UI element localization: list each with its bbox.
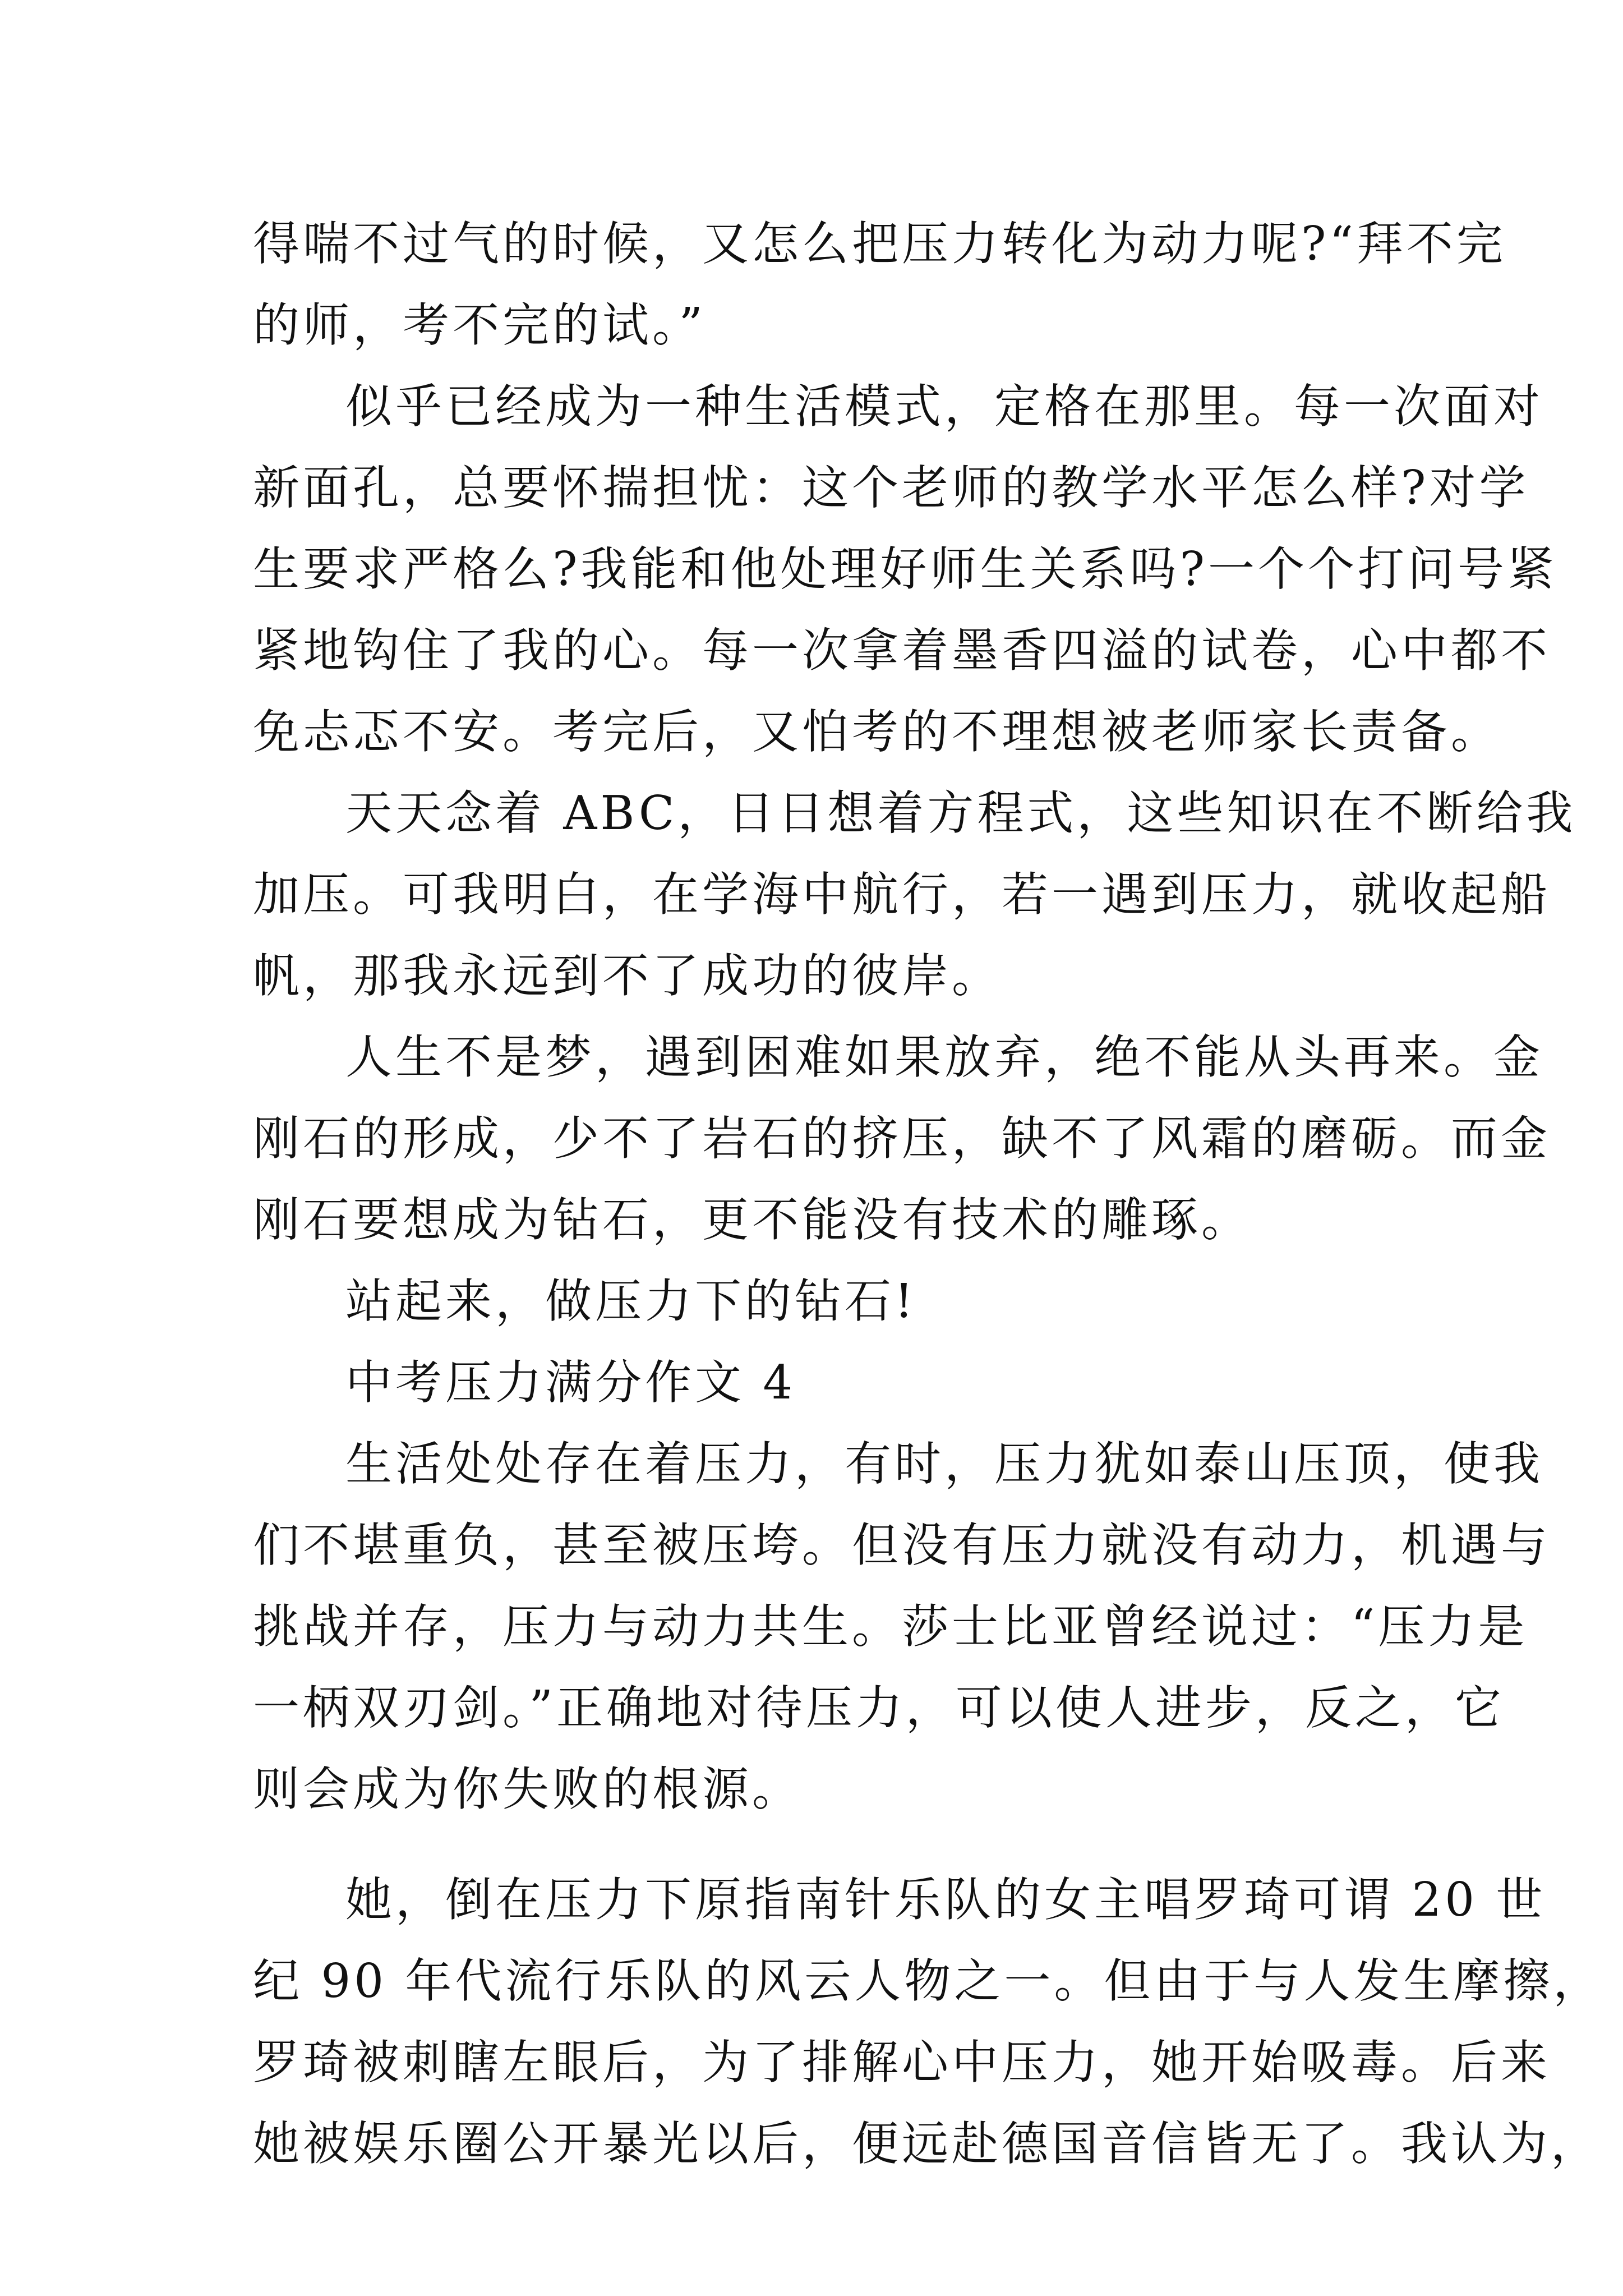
- text-line: 刚石要想成为钻石，更不能没有技术的雕琢。: [253, 1193, 1251, 1247]
- text-line: 免忐忑不安。考完后，又怕考的不理想被老师家长责备。: [253, 705, 1501, 759]
- text-line: 则会成为你失败的根源。: [253, 1762, 802, 1816]
- text-line: 站起来，做压力下的钻石!: [345, 1274, 917, 1328]
- text-line: 生活处处存在着压力，有时，压力犹如泰山压顶，使我: [345, 1437, 1543, 1491]
- text-line: 罗琦被刺瞎左眼后，为了排解心中压力，她开始吸毒。后来: [253, 2035, 1551, 2090]
- text-line: 一柄双刃剑。”正确地对待压力，可以使人进步，反之，它: [253, 1681, 1505, 1735]
- text-line: 似乎已经成为一种生活模式，定格在那里。每一次面对: [345, 379, 1543, 434]
- text-line: 纪 90 年代流行乐队的风云人物之一。但由于与人发生摩擦，: [253, 1954, 1603, 2008]
- text-line: 们不堪重负，甚至被压垮。但没有压力就没有动力，机遇与: [253, 1518, 1551, 1572]
- text-line: 人生不是梦，遇到困难如果放弃，绝不能从头再来。金: [345, 1030, 1543, 1084]
- text-line: 得喘不过气的时候，又怎么把压力转化为动力呢?“拜不完: [253, 217, 1506, 271]
- text-line: 生要求严格么?我能和他处理好师生关系吗?一个个打问号紧: [253, 542, 1557, 596]
- text-line: 她，倒在压力下原指南针乐队的女主唱罗琦可谓 20 世: [345, 1872, 1546, 1927]
- document-body: [253, 203, 1603, 2184]
- text-line: 的师，考不完的试。”: [253, 298, 706, 352]
- text-line: 加压。可我明白，在学海中航行，若一遇到压力，就收起船: [253, 867, 1551, 922]
- text-line: 挑战并存，压力与动力共生。莎士比亚曾经说过：“压力是: [253, 1599, 1528, 1654]
- text-line: 她被娱乐圈公开暴光以后，便远赴德国音信皆无了。我认为，: [253, 2116, 1601, 2171]
- text-line: 刚石的形成，少不了岩石的挤压，缺不了风霜的磨砺。而金: [253, 1111, 1551, 1166]
- text-line: 帆，那我永远到不了成功的彼岸。: [253, 949, 1002, 1003]
- text-line: 紧地钩住了我的心。每一次拿着墨香四溢的试卷，心中都不: [253, 623, 1551, 678]
- text-line: 新面孔，总要怀揣担忧：这个老师的教学水平怎么样?对学: [253, 461, 1529, 515]
- text-line: 天天念着 ABC，日日想着方程式，这些知识在不断给我: [345, 786, 1576, 840]
- section-heading: 中考压力满分作文 4: [345, 1355, 796, 1410]
